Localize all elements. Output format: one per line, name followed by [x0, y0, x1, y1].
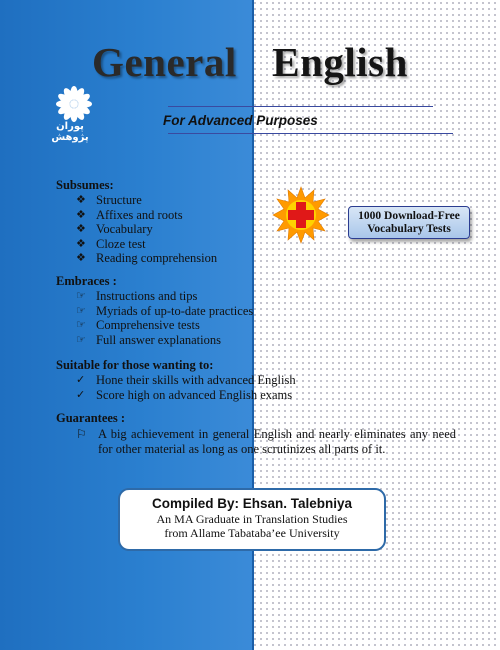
book-title: [0, 38, 500, 86]
list-item: ❖ Vocabulary: [76, 222, 153, 237]
badge-line2: Vocabulary Tests: [367, 223, 451, 235]
guarantees-heading: Guarantees :: [56, 411, 126, 425]
checkmark-icon: ✓: [76, 374, 86, 386]
compiled-degree: An MA Graduate in Translation Studies: [156, 512, 348, 526]
title-word-english: English: [272, 39, 408, 85]
diamond-bullet-icon: ❖: [76, 252, 86, 265]
title-rule-top: [168, 106, 433, 107]
subsumes-list: [76, 193, 217, 266]
diamond-bullet-icon: ❖: [76, 194, 86, 206]
title-rule-bottom: [168, 133, 453, 134]
guarantee-text: A big achievement in general English and nearly eliminates any need for other material as long as one scrutinizes all parts of it.: [98, 427, 456, 456]
suitable-list: [76, 373, 296, 402]
publisher-logo-text: پوران پژوهش: [51, 121, 89, 143]
download-tests-label: [348, 206, 470, 239]
checkmark-icon: ✓: [76, 388, 86, 401]
plus-burst-icon: [272, 186, 330, 244]
list-item: ✓ Hone their skills with advanced English: [76, 373, 296, 387]
list-item: ❖ Affixes and roots: [76, 207, 183, 222]
list-item: ❖ Structure: [76, 193, 142, 207]
title-word-general: General: [92, 39, 237, 85]
list-item: ☞ Instructions and tips: [76, 289, 198, 303]
pointing-hand-icon: ☞: [76, 319, 86, 332]
diamond-bullet-icon: ❖: [76, 223, 86, 236]
list-item: ☞ Full answer explanations: [76, 332, 221, 347]
subsumes-heading: Subsumes:: [56, 178, 114, 192]
compiled-by-box: [118, 488, 386, 551]
suitable-heading: Suitable for those wanting to:: [56, 358, 214, 372]
diamond-bullet-icon: ❖: [76, 237, 86, 250]
list-item: ☞ Myriads of up-to-date practices: [76, 303, 254, 318]
embraces-heading: Embraces :: [56, 274, 117, 288]
flag-icon: ⚐: [76, 427, 87, 441]
list-item: ❖ Reading comprehension: [76, 251, 218, 266]
list-item: ☞ Comprehensive tests: [76, 318, 200, 333]
list-item: ❖ Cloze test: [76, 236, 146, 251]
pointing-hand-icon: ☞: [76, 290, 86, 302]
guarantee-item: [76, 427, 456, 457]
diamond-bullet-icon: ❖: [76, 208, 86, 221]
pointing-hand-icon: ☞: [76, 333, 86, 346]
compiled-university: from Allame Tabataba’ee University: [164, 526, 340, 540]
compiled-author: Compiled By: Ehsan. Talebniya: [151, 496, 353, 511]
pointing-hand-icon: ☞: [76, 304, 86, 317]
book-subtitle: For Advanced Purposes: [163, 113, 318, 128]
embraces-list: [76, 289, 253, 347]
list-item: ✓ Score high on advanced English exams: [76, 387, 293, 402]
badge-line1: 1000 Download-Free: [358, 210, 460, 222]
